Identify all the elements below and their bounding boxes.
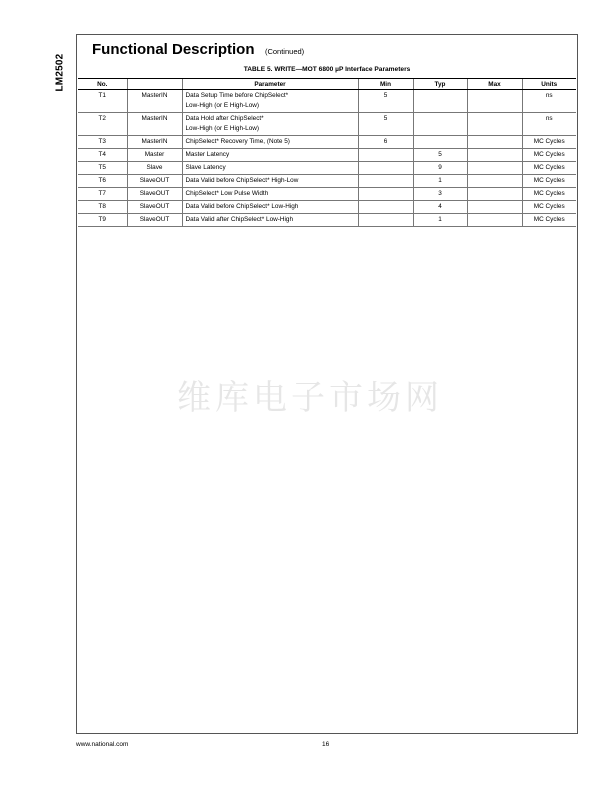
cell-min bbox=[358, 149, 413, 162]
parameter-line: Data Valid before ChipSelect* Low-High bbox=[185, 203, 299, 210]
watermark: 维库电子市场网 bbox=[177, 378, 443, 418]
table-row bbox=[78, 175, 576, 188]
section-heading bbox=[92, 41, 304, 59]
parameter-line: ChipSelect* Recovery Time, (Note 5) bbox=[185, 138, 290, 145]
cell-parameter bbox=[182, 90, 358, 113]
cell-units: MC Cycles bbox=[522, 201, 576, 214]
cell-mode: SlaveOUT bbox=[127, 214, 182, 227]
cell-typ bbox=[413, 136, 467, 149]
table-row bbox=[78, 136, 576, 149]
part-number-side-tab bbox=[52, 34, 66, 94]
section-title: Functional Description bbox=[92, 41, 255, 58]
cell-max bbox=[467, 149, 522, 162]
cell-parameter bbox=[182, 162, 358, 175]
parameter-line: Data Valid before ChipSelect* High-Low bbox=[185, 177, 299, 184]
cell-mode: Master bbox=[127, 149, 182, 162]
cell-parameter bbox=[182, 201, 358, 214]
parameter-line: Slave Latency bbox=[185, 164, 226, 171]
cell-mode: MasterIN bbox=[127, 90, 182, 113]
cell-max bbox=[467, 90, 522, 113]
parameters-table bbox=[78, 78, 576, 227]
cell-mode: SlaveOUT bbox=[127, 175, 182, 188]
cell-min: 5 bbox=[358, 90, 413, 113]
cell-min bbox=[358, 214, 413, 227]
cell-units: MC Cycles bbox=[522, 162, 576, 175]
cell-parameter bbox=[182, 214, 358, 227]
table-row bbox=[78, 113, 576, 136]
table-body bbox=[78, 90, 576, 227]
col-header-max: Max bbox=[467, 79, 522, 90]
cell-parameter bbox=[182, 175, 358, 188]
cell-no: T1 bbox=[78, 90, 127, 113]
col-header-parameter: Parameter bbox=[182, 79, 358, 90]
col-header-units: Units bbox=[522, 79, 576, 90]
cell-no: T3 bbox=[78, 136, 127, 149]
cell-no: T4 bbox=[78, 149, 127, 162]
cell-units: MC Cycles bbox=[522, 188, 576, 201]
cell-max bbox=[467, 136, 522, 149]
table-row bbox=[78, 162, 576, 175]
table-row bbox=[78, 214, 576, 227]
cell-mode: Slave bbox=[127, 162, 182, 175]
cell-units: MC Cycles bbox=[522, 136, 576, 149]
part-number-label: LM2502 bbox=[54, 53, 66, 92]
cell-min bbox=[358, 162, 413, 175]
cell-min bbox=[358, 201, 413, 214]
col-header-no: No. bbox=[78, 79, 127, 90]
col-header-min: Min bbox=[358, 79, 413, 90]
cell-max bbox=[467, 175, 522, 188]
cell-mode: SlaveOUT bbox=[127, 188, 182, 201]
cell-no: T6 bbox=[78, 175, 127, 188]
cell-typ: 3 bbox=[413, 188, 467, 201]
cell-max bbox=[467, 201, 522, 214]
parameter-line: Master Latency bbox=[185, 151, 230, 158]
table-row bbox=[78, 90, 576, 113]
cell-parameter bbox=[182, 188, 358, 201]
cell-typ: 1 bbox=[413, 175, 467, 188]
cell-no: T8 bbox=[78, 201, 127, 214]
cell-typ: 5 bbox=[413, 149, 467, 162]
col-header-typ: Typ bbox=[413, 79, 467, 90]
table-row bbox=[78, 149, 576, 162]
cell-units: ns bbox=[522, 113, 576, 136]
cell-no: T9 bbox=[78, 214, 127, 227]
cell-max bbox=[467, 214, 522, 227]
cell-typ: 1 bbox=[413, 214, 467, 227]
cell-max bbox=[467, 162, 522, 175]
cell-units: MC Cycles bbox=[522, 214, 576, 227]
table-row bbox=[78, 201, 576, 214]
cell-units: MC Cycles bbox=[522, 149, 576, 162]
cell-typ bbox=[413, 90, 467, 113]
cell-max bbox=[467, 113, 522, 136]
cell-typ: 9 bbox=[413, 162, 467, 175]
cell-parameter bbox=[182, 136, 358, 149]
cell-typ bbox=[413, 113, 467, 136]
cell-units: MC Cycles bbox=[522, 175, 576, 188]
cell-max bbox=[467, 188, 522, 201]
cell-mode: SlaveOUT bbox=[127, 201, 182, 214]
page-number: 16 bbox=[322, 741, 330, 748]
cell-units: ns bbox=[522, 90, 576, 113]
cell-min bbox=[358, 188, 413, 201]
table-header-row bbox=[78, 79, 576, 90]
cell-no: T2 bbox=[78, 113, 127, 136]
parameter-line: Low-High (or E High-Low) bbox=[185, 125, 260, 132]
cell-mode: MasterIN bbox=[127, 136, 182, 149]
parameter-line: Data Hold after ChipSelect* bbox=[185, 115, 264, 122]
cell-min: 6 bbox=[358, 136, 413, 149]
cell-typ: 4 bbox=[413, 201, 467, 214]
cell-min: 5 bbox=[358, 113, 413, 136]
parameter-line: Data Valid after ChipSelect* Low-High bbox=[185, 216, 294, 223]
footer-url: www.national.com bbox=[76, 741, 129, 748]
table-row bbox=[78, 188, 576, 201]
parameter-line: Data Setup Time before ChipSelect* bbox=[185, 92, 289, 99]
parameter-line: ChipSelect* Low Pulse Width bbox=[185, 190, 269, 197]
continued-note: (Continued) bbox=[264, 47, 305, 56]
cell-min bbox=[358, 175, 413, 188]
cell-no: T7 bbox=[78, 188, 127, 201]
cell-parameter bbox=[182, 113, 358, 136]
cell-mode: MasterIN bbox=[127, 113, 182, 136]
table-caption: TABLE 5. WRITE—MOT 6800 µP Interface Parameters bbox=[243, 66, 411, 73]
cell-parameter bbox=[182, 149, 358, 162]
cell-no: T5 bbox=[78, 162, 127, 175]
col-header-mode bbox=[127, 79, 182, 90]
parameter-line: Low-High (or E High-Low) bbox=[185, 102, 260, 109]
